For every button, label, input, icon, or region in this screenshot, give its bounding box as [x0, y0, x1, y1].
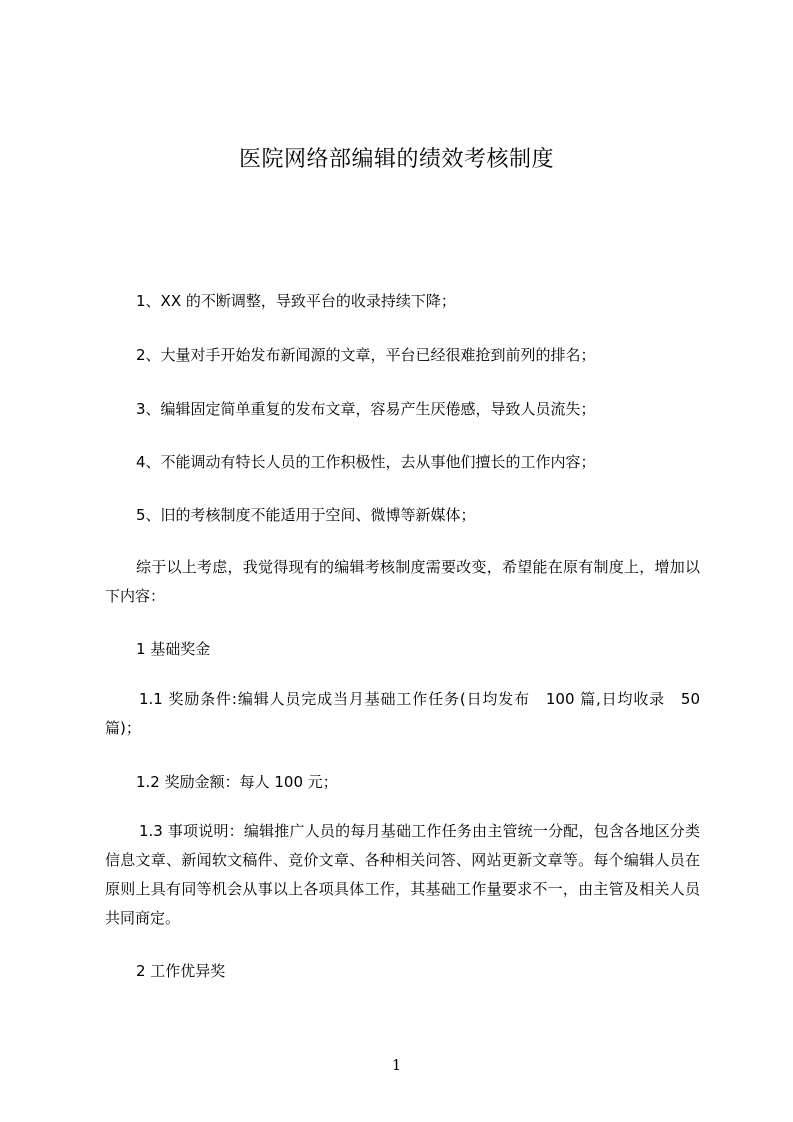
list-item-4: 4、不能调动有特长人员的工作积极性，去从事他们擅长的工作内容； — [136, 453, 596, 471]
section1-heading: 1 基础奖金 — [136, 640, 211, 658]
page-number: 1 — [391, 1056, 402, 1074]
document-title: 医院网络部编辑的绩效考核制度 — [238, 147, 554, 172]
list-item-1: 1、XX 的不断调整，导致平台的收录持续下降； — [136, 292, 456, 310]
list-item-2: 2、大量对手开始发布新闻源的文章，平台已经很难抢到前列的排名； — [136, 346, 596, 364]
section1-amount: 1.2 奖励金额：每人 100 元； — [136, 773, 338, 791]
summary-paragraph: 综于以上考虑，我觉得现有的编辑考核制度需要改变，希望能在原有制度上，增加以下内容： — [105, 558, 700, 605]
section2-heading: 2 工作优异奖 — [136, 962, 226, 980]
section1-condition: 1.1 奖励条件:编辑人员完成当月基础工作任务(日均发布 100 篇,日均收录 50 篇)； — [105, 690, 700, 737]
section1-notes: 1.3 事项说明：编辑推广人员的每月基础工作任务由主管统一分配，包含各地区分类信息文章、新闻软文稿件、竞价文章、各种相关问答、网站更新文章等。每个编辑人员在原则上具有同等机会从事以上各项具体工作，其基础工作量要求不一，由主管及相关人员共同商定。 — [105, 822, 700, 927]
list-item-5: 5、旧的考核制度不能适用于空间、微博等新媒体； — [136, 506, 476, 524]
list-item-3: 3、编辑固定简单重复的发布文章，容易产生厌倦感，导致人员流失； — [136, 400, 596, 418]
